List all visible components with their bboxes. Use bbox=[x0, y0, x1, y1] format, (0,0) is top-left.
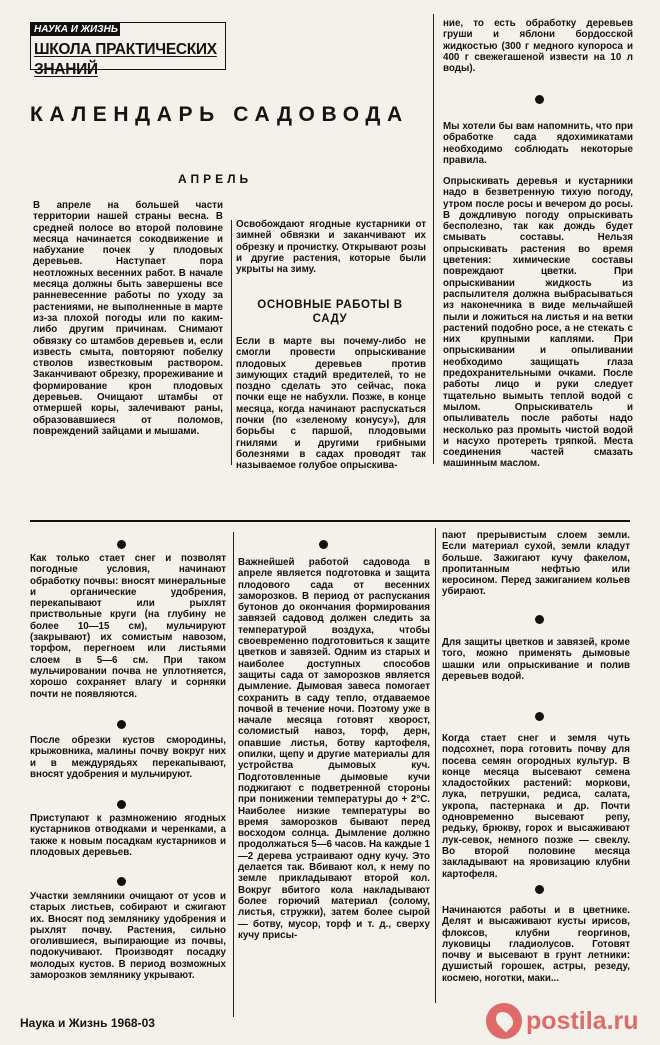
bullet-icon bbox=[535, 615, 544, 624]
bullet-icon bbox=[117, 540, 126, 549]
bullet-icon bbox=[117, 800, 126, 809]
bullet-icon bbox=[319, 540, 328, 549]
bullet-icon bbox=[535, 95, 544, 104]
bullet-icon bbox=[535, 885, 544, 894]
column-divider bbox=[435, 528, 436, 1003]
section-subheading: ОСНОВНЫЕ РАБОТЫ В САДУ bbox=[257, 299, 403, 325]
column-divider bbox=[231, 220, 232, 465]
bullet-icon bbox=[117, 877, 126, 886]
paragraph: Когда стает снег и земля чуть подсохнет, пора готовить почву для посева семян огородных культур. В конце месяца высевают семена хладостойких растений: моркови, лука, петрушки, редиса, салата, укропа, пастернака и др. Почти одновременно высевают репу, редьку, брюкву, горох и высаживают лук-севок, немного позже — свеклу. Во второй половине месяца закладывают на яровизацию клубни картофеля. bbox=[442, 733, 630, 880]
rubric-section-label: ШКОЛА ПРАКТИЧЕСКИХ ЗНАНИЙ bbox=[34, 41, 217, 78]
paragraph: Начинаются работы и в цветнике. Делят и высаживают кусты ирисов, флоксов, клубни георгинов, луковицы гладиолусов. Готовят почву и высевают в грунт летники: душистый горошек, астры, резеду, космею, ноготки, маки... bbox=[442, 905, 630, 984]
paragraph: В апреле на большей части территории нашей страны весна. В средней полосе во второй половине месяца начинается сокодвижение и набухание почек у плодовых деревьев. Наступает пора неотложных весенних работ. В начале месяца должны быть завершены все ранневесенние работы по уходу за растениями, не выполненные в марте из-за плохой погоды или по каким-либо другим причинам. Снимают обвязку со штамбов деревьев и, если известь смыта, повторяют побелку стволов известковым раствором. Заканчивают обрезку, прореживание и формирование крон плодовых деревьев. Очищают штамбы от отмершей коры, залечивают раны, образовавшиеся от поломов, повреждений зайцами и мышами. bbox=[33, 200, 223, 437]
paragraph: Для защиты цветков и завязей, кроме того, можно применять дымовые шашки или опрыскивание и полив деревьев водой. bbox=[442, 637, 630, 682]
section-divider bbox=[30, 520, 630, 522]
paragraph: Важнейшей работой садовода в апреле является подготовка и защита плодового сада от весенних заморозков. В период от распускания бутонов до окончания формирования завязей садовод должен следить за температурой воздуха, чтобы своевременно подготовиться к защите цветков и завязей. Одним из старых и наиболее доступных способов защиты сада от заморозков является дымление. Дымовая завеса помогает сохранить в саду тепло, отдаваемое почвой в течение ночи. Поэтому уже в начале месяца готовят хворост, соломистый навоз, торф, дерн, опавшие листья, ботву картофеля, опилки, щепу и другие материалы для устройства дымовых куч. Подготовленные дымовые кучи поджигают с подветренной стороны при понижении температуры до + 2°С. Наиболее низкие температуры во время заморозков бывают перед восходом солнца. Дымление должно продолжаться 5—6 часов. На каждые 1—2 дерева устраивают одну кучу. Это делается так. Вбивают кол, к нему по земле прикладывают второй кол. Вокруг вбитого кола накладывают более горючий материал (солому, листья, стружки), затем более сырой — ботву, мусор, торф и т. д., сверху кучу присы- bbox=[238, 557, 430, 941]
paragraph: ние, то есть обработку деревьев груши и яблони бордосской жидкостью (300 г медного купороса и 400 г свежегашеной извести на 10 л воды). bbox=[443, 18, 633, 75]
bullet-icon bbox=[535, 712, 544, 721]
rubric-magazine-label: НАУКА И ЖИЗНЬ bbox=[31, 23, 120, 36]
paragraph: Как только стает снег и позволят погодные условия, начинают обработку почвы: вносят минеральные и органические удобрения, перекапывают или рыхлят приствольные круги (на глубину не более 10—15 см), мульчируют (закрывают) их сомистым навозом, торфом, перегноем или листьями слоем в 5—6 см. При таком мульчировании почва не уплотняется, хорошо сохраняет влагу и сорняки почти не появляются. bbox=[30, 553, 226, 700]
bullet-icon bbox=[117, 720, 126, 729]
column-divider bbox=[233, 532, 234, 1017]
paragraph: Приступают к размножению ягодных кустарников отводками и черенками, а также к новым посадкам кустарников и плодовых деревьев. bbox=[30, 813, 226, 858]
paragraph: Участки земляники очищают от усов и старых листьев, собирают и сжигают их. Вносят под землянику удобрения и рыхлят почву. Растения, сильно оголившиеся, выпирающие из почвы, подокучивают. Производят посадку молодых кустов. В период возможных заморозков землянику укрывают. bbox=[30, 891, 226, 982]
page-footer: Наука и Жизнь 1968-03 bbox=[20, 1016, 155, 1030]
paragraph: пают прерывистым слоем земли. Если материал сухой, земли кладут больше. Зажигают кучу факелом, пропитанным нефтью или керосином. Перед зажиганием кольев убирают. bbox=[442, 530, 630, 598]
article-month: АПРЕЛЬ bbox=[178, 172, 253, 186]
paragraph: После обрезки кустов смородины, крыжовника, малины почву вокруг них и в междурядьях перекапывают, вносят удобрения и мульчируют. bbox=[30, 735, 226, 780]
watermark-text: postila.ru bbox=[526, 1006, 639, 1035]
column-divider bbox=[433, 14, 434, 464]
article-title: КАЛЕНДАРЬ САДОВОДА bbox=[30, 103, 409, 126]
paragraph: Опрыскивать деревья и кустарники надо в безветренную тихую погоду, утром после росы и вечером до росы. В дождливую погоду опрыскивать бесполезно, так как дождь будет смывать составы. Нельзя опрыскивать растения во время цветения: химические составы повреждают цветки. При опрыскивании жидкость из распылителя должна выбрасываться из наконечника в виде мельчайшей пыли и ложиться на листья и на ветки растений подобно росе, а не стекать с них крупными каплями. При опрыскивании и опыливании необходимо защищать глаза предохранительными очками. После работы лицо и руки следует тщательно вымыть теплой водой с мылом. Опрыскиватель и опыливатель после работы надо несколько раз промыть чистой водой и насухо протереть тряпкой. Места соединения частей смазать машинным маслом. bbox=[443, 176, 633, 470]
paragraph: Мы хотели бы вам напомнить, что при обработке сада ядохимикатами необходимо соблюдать некоторые правила. bbox=[443, 121, 633, 166]
pin-icon bbox=[486, 1003, 522, 1039]
paragraph: Освобождают ягодные кустарники от зимней обвязки и заканчивают их обрезку и прочистку. Открывают розы и другие растения, которые были укрыты на зиму. bbox=[236, 219, 426, 276]
paragraph: Если в марте вы почему-либо не смогли провести опрыскивание плодовых деревьев против зимующих стадий вредителей, то не поздно сделать это сейчас, пока почки еще не набухли. Позже, в конце месяца, когда начинают распускаться почки (по «зеленому конусу»), для борьбы с паршой, плодовыми гнилями и другими грибными болезнями в садах проводят так называемое голубое опрыскива- bbox=[236, 336, 426, 472]
watermark bbox=[486, 1000, 658, 1042]
section-rubric bbox=[30, 22, 226, 78]
